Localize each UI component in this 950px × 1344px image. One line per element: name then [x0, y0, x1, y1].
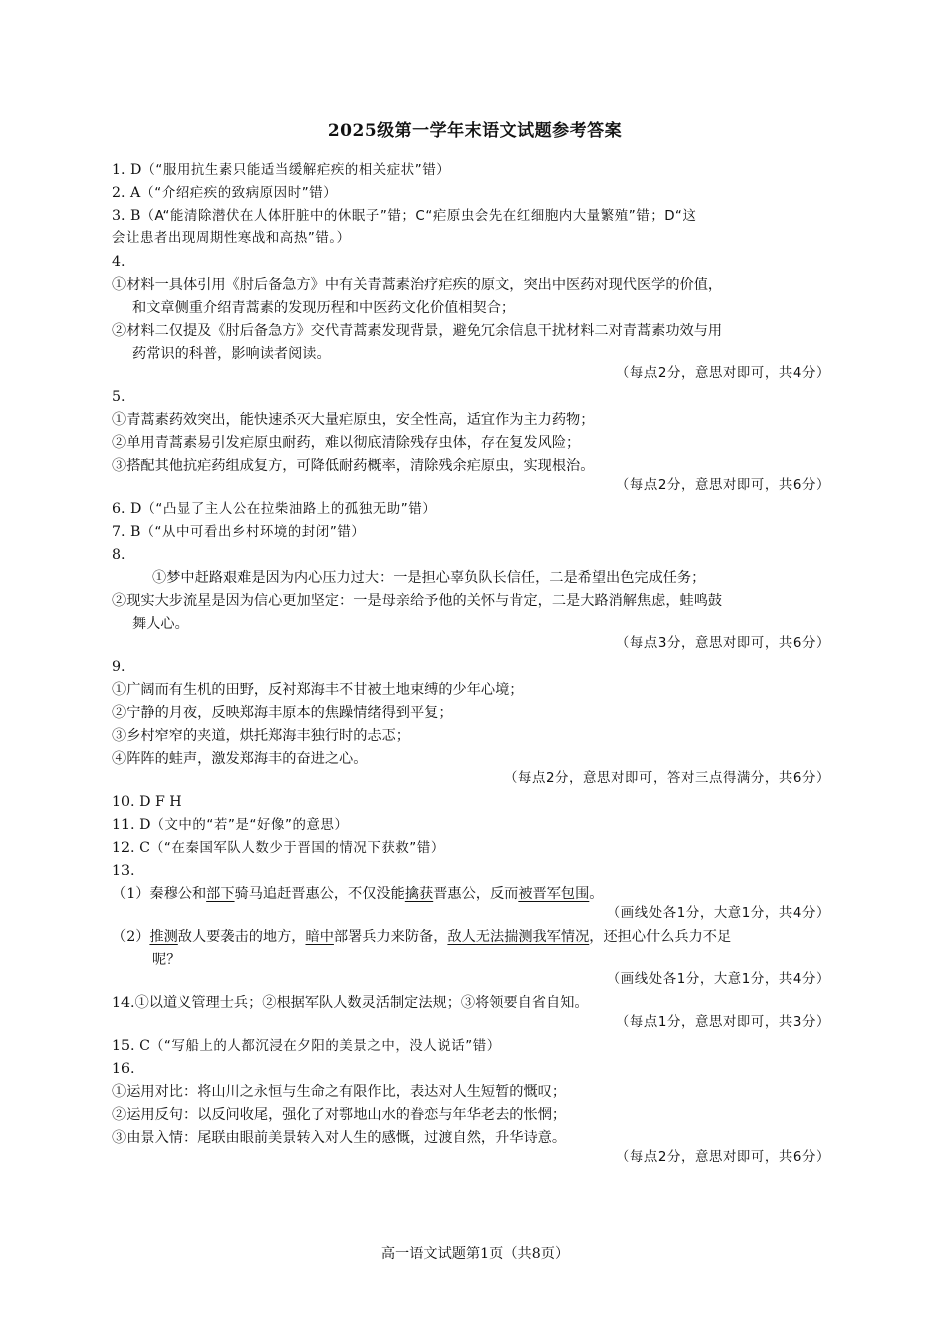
answer-8-line: ①梦中赶路艰难是因为内心压力过大：一是担心辜负队长信任，二是希望出色完成任务； [152, 570, 706, 586]
answer-13-number: 13. [112, 863, 135, 879]
answer-5-line: ①青蒿素药效突出，能快速杀灭大量疟原虫，安全性高，适宜作为主力药物； [112, 412, 595, 428]
answer-4-number: 4. [112, 254, 126, 270]
answer-1: 1. D（“服用抗生素只能适当缓解疟疾的相关症状”错） [112, 162, 451, 178]
answer-11: 11. D（文中的“若”是“好像”的意思） [112, 817, 349, 833]
answer-8-line: 舞人心。 [132, 616, 189, 632]
answer-13-part-2-cont: 呢？ [152, 952, 181, 968]
answer-9-line: ④阵阵的蛙声，激发郑海丰的奋进之心。 [112, 751, 368, 767]
score-note: （每点2分，意思对即可，答对三点得满分，共6分） [503, 771, 830, 786]
score-note: （画线处各1分，大意1分，共4分） [606, 906, 830, 921]
score-note: （每点2分，意思对即可，共6分） [615, 1150, 830, 1165]
score-note: （每点2分，意思对即可，共4分） [615, 366, 830, 381]
answer-3-cont: 会让患者出现周期性寒战和高热”错。） [112, 231, 351, 246]
score-note: （每点1分，意思对即可，共3分） [615, 1015, 830, 1030]
answer-10: 10. D F H [112, 794, 182, 810]
answer-9-line: ①广阔而有生机的田野，反衬郑海丰不甘被土地束缚的少年心境； [112, 682, 524, 698]
answer-5-line: ③搭配其他抗疟药组成复方，可降低耐药概率，清除残余疟原虫，实现根治。 [112, 458, 595, 474]
answer-8-number: 8. [112, 547, 126, 563]
answer-8-line: ②现实大步流星是因为信心更加坚定：一是母亲给予他的关怀与肯定，二是大路消解焦虑，蛙鸣鼓 [112, 593, 723, 609]
answer-12: 12. C（“在秦国军队人数少于晋国的情况下获救”错） [112, 840, 445, 856]
answer-16-line: ①运用对比：将山川之永恒与生命之有限作比，表达对人生短暂的慨叹； [112, 1084, 567, 1100]
page-title: 2025级第一学年末语文试题参考答案 [327, 121, 623, 141]
answer-4-line: 药常识的科普，影响读者阅读。 [132, 346, 331, 362]
answer-4-line: ①材料一具体引用《肘后备急方》中有关青蒿素治疗疟疾的原文，突出中医药对现代医学的价值， [112, 277, 723, 293]
answer-3: 3. B（A“能清除潜伏在人体肝脏中的休眠子”错；C“疟原虫会先在红细胞内大量繁殖”错；D“这 [112, 208, 697, 224]
answer-9-line: ③乡村窄窄的夹道，烘托郑海丰独行时的忐忑； [112, 728, 410, 744]
answer-5-number: 5. [112, 389, 126, 405]
answer-2: 2. A（“介绍疟疾的致病原因时”错） [112, 185, 338, 201]
answer-15: 15. C（“写船上的人都沉浸在夕阳的美景之中，没人说话”错） [112, 1038, 501, 1054]
score-note: （画线处各1分，大意1分，共4分） [606, 972, 830, 987]
answer-9-line: ②宁静的月夜，反映郑海丰原本的焦躁情绪得到平复； [112, 705, 453, 721]
answer-16-number: 16. [112, 1061, 135, 1077]
answer-4-line: 和文章侧重介绍青蒿素的发现历程和中医药文化价值相契合； [132, 300, 516, 316]
answer-5-line: ②单用青蒿素易引发疟原虫耐药，难以彻底清除残存虫体，存在复发风险； [112, 435, 581, 451]
answer-16-line: ②运用反句：以反问收尾，强化了对鄠地山水的眷恋与年华老去的怅惘； [112, 1107, 567, 1123]
answer-13-part-1: （1）秦穆公和部下骑马追赶晋惠公，不仅没能擒获晋惠公，反而被晋军包围。 [112, 886, 604, 902]
page-footer: 高一语文试题第1页（共8页） [380, 1246, 570, 1262]
answer-6: 6. D（“凸显了主人公在拉柴油路上的孤独无助”错） [112, 501, 437, 517]
answer-16-line: ③由景入情：尾联由眼前美景转入对人生的感慨，过渡自然，升华诗意。 [112, 1130, 567, 1146]
score-note: （每点2分，意思对即可，共6分） [615, 478, 830, 493]
answer-9-number: 9. [112, 659, 126, 675]
answer-7: 7. B（“从中可看出乡村环境的封闭”错） [112, 524, 366, 540]
score-note: （每点3分，意思对即可，共6分） [615, 636, 830, 651]
answer-4-line: ②材料二仅提及《肘后备急方》交代青蒿素发现背景，避免冗余信息干扰材料二对青蒿素功效与用 [112, 323, 723, 339]
answer-14: 14.①以道义管理士兵；②根据军队人数灵活制定法规；③将领要自省自知。 [112, 995, 589, 1011]
answer-13-part-2: （2）推测敌人要袭击的地方，暗中部署兵力来防备，敌人无法揣测我军情况，还担心什么兵力不足 [112, 929, 732, 945]
